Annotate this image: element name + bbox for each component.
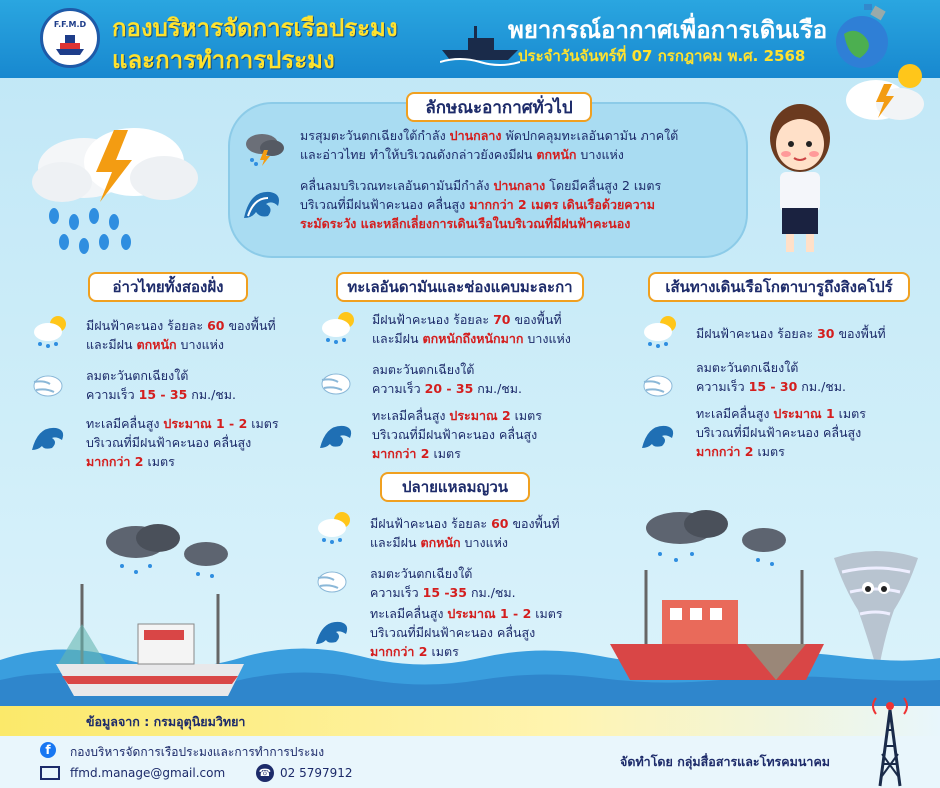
gulf-wave-text: ทะเลมีคลื่นสูง ประมาณ 1 - 2 เมตร บริเวณที่มีฝนฟ้าคะนอง คลื่นสูง มากกว่า 2 เมตร [86, 416, 279, 469]
mascot-girl-illustration [760, 96, 840, 256]
org-name-line2: และการทำการประมง [112, 46, 335, 74]
wave-icon [30, 420, 70, 454]
sun-rain-cloud-icon [314, 510, 354, 544]
section-title-andaman: ทะเลอันดามันและช่องแคบมะละกา [336, 272, 584, 302]
section-title-cape: ปลายแหลมญวน [380, 472, 530, 502]
cape-wave-text: ทะเลมีคลื่นสูง ประมาณ 1 - 2 เมตร บริเวณที่มีฝนฟ้าคะนอง คลื่นสูง มากกว่า 2 เมตร [370, 606, 563, 659]
sun-rain-cloud-icon [640, 314, 680, 348]
wind-cloud-icon [318, 366, 358, 400]
radio-tower-icon [862, 690, 918, 788]
facebook-icon: f [40, 742, 56, 758]
singapore-wind-text: ลมตะวันตกเฉียงใต้ ความเร็ว 15 - 30 กม./ชม. [696, 360, 846, 394]
phone-icon: ☎ [256, 764, 274, 782]
section-title-gulf: อ่าวไทยทั้งสองฝั่ง [88, 272, 248, 302]
wind-cloud-icon [30, 368, 70, 402]
org-name-line1: กองบริหารจัดการเรือประมง [112, 14, 398, 42]
singapore-wave-text: ทะเลมีคลื่นสูง ประมาณ 1 เมตร บริเวณที่มีฝนฟ้าคะนอง คลื่นสูง มากกว่า 2 เมตร [696, 406, 867, 459]
ship-logo-icon [54, 29, 86, 57]
sun-rain-cloud-icon [318, 310, 358, 344]
general-wave-text: คลื่นลมบริเวณทะเลอันดามันมีกำลัง ปานกลาง โดยมีคลื่นสูง 2 เมตร บริเวณที่มีฝนฟ้าคะนอง คลื่นสูง มากกว่า 2 เมตร เดินเรือด้วยความ ระมัดระวัง และหลีกเลี่ยงการเดินเรือในบริเวณที่มีฝนฟ้าคะนอง [300, 178, 662, 231]
wave-icon [640, 418, 680, 452]
producer-credit: จัดทำโดย กลุ่มสื่อสารและโทรคมนาคม [620, 754, 831, 769]
ffmd-logo [40, 8, 100, 68]
general-weather-title: ลักษณะอากาศทั่วไป [406, 92, 592, 122]
andaman-rain-text: มีฝนฟ้าคะนอง ร้อยละ 70 ของพื้นที่ และมีฝน ตกหนักถึงหนักมาก บางแห่ง [372, 312, 571, 346]
dark-rain-clouds-icon [96, 520, 236, 586]
sun-storm-cloud-icon [836, 62, 932, 126]
singapore-rain-text: มีฝนฟ้าคะนอง ร้อยละ 30 ของพื้นที่ [696, 326, 886, 341]
email-address[interactable]: ffmd.manage@gmail.com [70, 766, 226, 780]
fishing-boat-right-illustration [606, 570, 828, 690]
phone-number[interactable]: 02 5797912 [280, 766, 353, 780]
general-monsoon-text: มรสุมตะวันตกเฉียงใต้กำลัง ปานกลาง พัดปกคลุมทะเลอันดามัน ภาคใต้ และอ่าวไทย ทำให้บริเวณดังกล่าวยังคงมีฝน ตกหนัก บางแห่ง [300, 128, 679, 162]
data-source-text: ข้อมูลจาก : กรมอุตุนิยมวิทยา [86, 714, 246, 729]
gulf-wind-text: ลมตะวันตกเฉียงใต้ ความเร็ว 15 - 35 กม./ชม. [86, 368, 236, 402]
dark-rain-clouds-icon [640, 506, 790, 576]
forecast-date: ประจำวันจันทร์ที่ 07 กรกฎาคม พ.ศ. 2568 [518, 47, 806, 65]
logo-text: F.F.M.D [53, 19, 87, 29]
sun-rain-cloud-icon [30, 314, 70, 348]
andaman-wave-text: ทะเลมีคลื่นสูง ประมาณ 2 เมตร บริเวณที่มีฝนฟ้าคะนอง คลื่นสูง มากกว่า 2 เมตร [372, 408, 543, 461]
wind-cloud-icon [640, 368, 680, 402]
wave-icon [242, 182, 286, 222]
wind-cloud-icon [314, 564, 354, 598]
cape-wind-text: ลมตะวันตกเฉียงใต้ ความเร็ว 15 -35 กม./ชม. [370, 566, 516, 600]
storm-cloud-icon [242, 128, 286, 168]
section-title-singapore: เส้นทางเดินเรือโกตาบารูถึงสิงคโปร์ [648, 272, 910, 302]
storm-cloud-rain-icon [14, 112, 204, 262]
email-icon [40, 766, 60, 780]
gulf-rain-text: มีฝนฟ้าคะนอง ร้อยละ 60 ของพื้นที่ และมีฝน ตกหนัก บางแห่ง [86, 318, 276, 352]
facebook-page-name[interactable]: กองบริหารจัดการเรือประมงและการทำการประมง [70, 745, 325, 759]
wave-icon [318, 418, 358, 452]
andaman-wind-text: ลมตะวันตกเฉียงใต้ ความเร็ว 20 - 35 กม./ชม. [372, 362, 522, 396]
forecast-title: พยากรณ์อากาศเพื่อการเดินเรือ [508, 16, 828, 44]
cape-rain-text: มีฝนฟ้าคะนอง ร้อยละ 60 ของพื้นที่ และมีฝน ตกหนัก บางแห่ง [370, 516, 560, 550]
fishing-boat-left-illustration [52, 584, 248, 704]
